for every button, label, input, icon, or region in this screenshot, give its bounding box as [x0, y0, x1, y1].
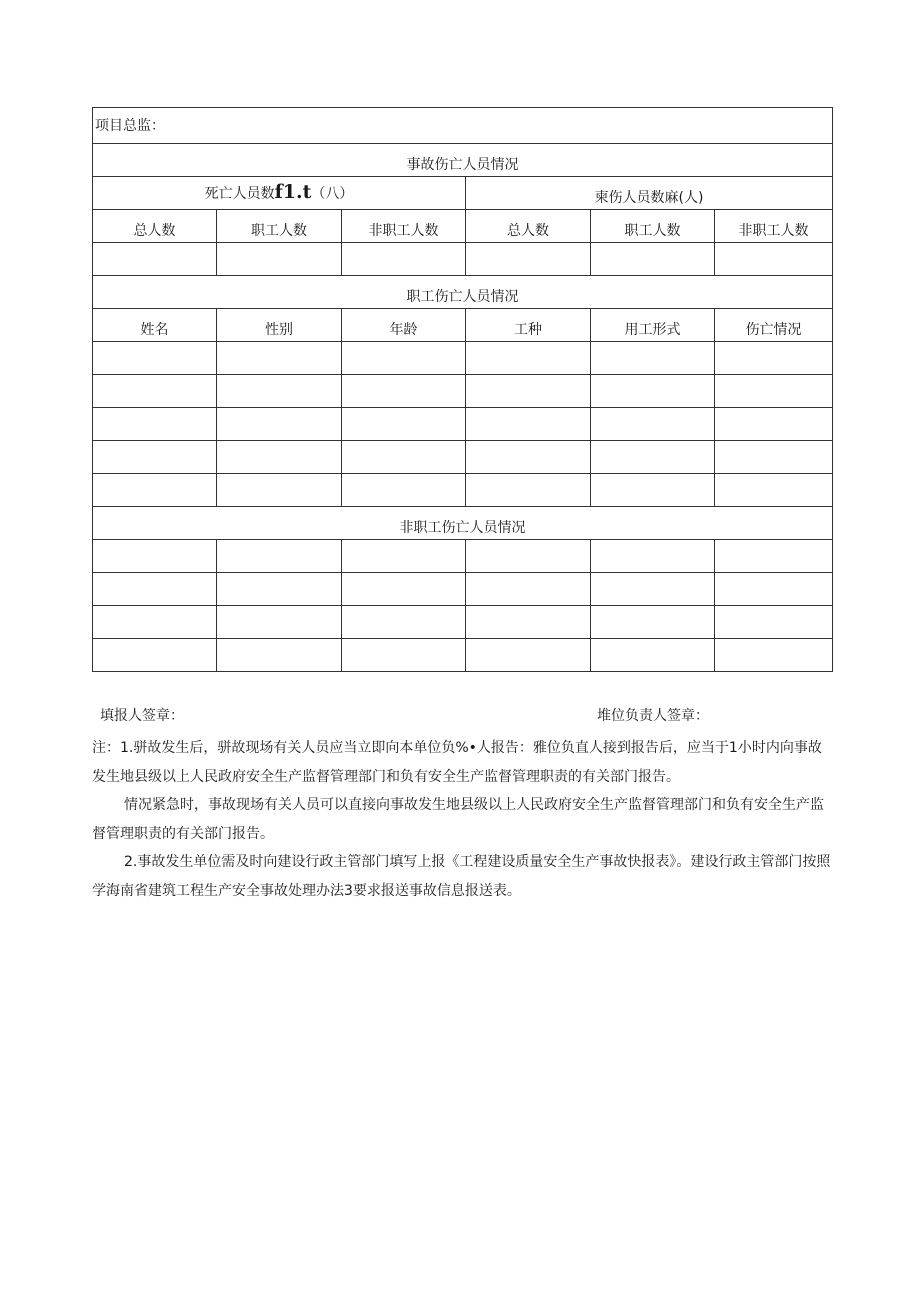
table-cell[interactable] [217, 408, 342, 441]
table-cell[interactable] [591, 639, 715, 672]
table-cell[interactable] [93, 441, 217, 474]
table-cell[interactable] [715, 408, 833, 441]
table-row [93, 408, 833, 441]
table-row [93, 441, 833, 474]
deaths-label-suffix: （八） [311, 186, 354, 202]
deaths-label-prefix: 死亡人员数 [204, 186, 275, 202]
table-cell[interactable] [466, 441, 591, 474]
table-cell[interactable] [93, 540, 217, 573]
count-input-cell[interactable] [715, 243, 833, 276]
table-row [93, 606, 833, 639]
deaths-count-label [93, 177, 466, 210]
accident-report-table [92, 107, 833, 672]
table-cell[interactable] [217, 540, 342, 573]
table-cell[interactable] [466, 639, 591, 672]
table-cell[interactable] [93, 408, 217, 441]
table-cell[interactable] [466, 375, 591, 408]
deaths-label-code: f1.t [274, 181, 312, 203]
count-header: 非职工人数 [715, 210, 833, 243]
table-row [93, 573, 833, 606]
employee-header: 姓名 [93, 309, 217, 342]
count-input-cell[interactable] [591, 243, 715, 276]
employee-header: 伤亡情况 [715, 309, 833, 342]
table-cell[interactable] [342, 441, 466, 474]
note-2: 2.事故发生单位需及时向建设行政主管部门填写上报《工程建设质量安全生产事故快报表》。建设行政主管部门按照学海南省建筑工程生产安全事故处理办法3要求报送事故信息报送表。 [92, 854, 831, 899]
injuries-count-label: 柬伤人员数麻(人) [466, 177, 833, 210]
table-cell[interactable] [715, 573, 833, 606]
table-cell[interactable] [715, 606, 833, 639]
unit-head-signature-label: 堆位负责人签章： [597, 708, 709, 724]
count-header: 职工人数 [217, 210, 342, 243]
employee-header: 年龄 [342, 309, 466, 342]
table-row [93, 474, 833, 507]
table-cell[interactable] [466, 540, 591, 573]
table-cell[interactable] [342, 639, 466, 672]
employee-header: 工种 [466, 309, 591, 342]
count-input-row [93, 243, 833, 276]
table-cell[interactable] [93, 375, 217, 408]
table-cell[interactable] [591, 342, 715, 375]
non-employee-casualties-section-title: 非职工伤亡人员情况 [93, 507, 833, 540]
table-cell[interactable] [342, 408, 466, 441]
table-cell[interactable] [591, 408, 715, 441]
table-row [93, 342, 833, 375]
table-cell[interactable] [217, 639, 342, 672]
table-cell[interactable] [217, 573, 342, 606]
note-1: 注：1.骈故发生后，骈故现场有关人员应当立即向本单位负%•人报告：雅位负直人接到报告后，应当于1小时内向事故发生地县级以上人民政府安全生产监督管理部门和负有安全生产监督管理职责的有关部门报告。 [92, 740, 822, 785]
table-cell[interactable] [342, 342, 466, 375]
table-cell[interactable] [591, 375, 715, 408]
table-cell[interactable] [591, 441, 715, 474]
table-row [93, 540, 833, 573]
filler-signature-label: 填报人签章： [100, 708, 184, 724]
table-row [93, 375, 833, 408]
table-cell[interactable] [591, 573, 715, 606]
table-cell[interactable] [466, 573, 591, 606]
table-cell[interactable] [217, 375, 342, 408]
table-cell[interactable] [342, 540, 466, 573]
table-cell[interactable] [466, 474, 591, 507]
table-cell[interactable] [93, 474, 217, 507]
count-header: 总人数 [466, 210, 591, 243]
count-header-row [93, 210, 833, 243]
project-director-label: 项目总监： [95, 117, 165, 134]
table-cell[interactable] [715, 639, 833, 672]
table-cell[interactable] [466, 408, 591, 441]
table-cell[interactable] [93, 573, 217, 606]
employee-casualties-section-title: 职工伤亡人员情况 [93, 276, 833, 309]
table-cell[interactable] [591, 540, 715, 573]
table-cell[interactable] [715, 540, 833, 573]
table-cell[interactable] [342, 606, 466, 639]
table-cell[interactable] [93, 342, 217, 375]
project-director-field[interactable] [93, 108, 833, 144]
table-cell[interactable] [217, 474, 342, 507]
table-cell[interactable] [591, 474, 715, 507]
count-header: 职工人数 [591, 210, 715, 243]
table-cell[interactable] [342, 375, 466, 408]
table-cell[interactable] [217, 441, 342, 474]
table-cell[interactable] [715, 441, 833, 474]
table-cell[interactable] [217, 342, 342, 375]
employee-header-row [93, 309, 833, 342]
notes-section [92, 734, 832, 905]
table-cell[interactable] [93, 639, 217, 672]
table-cell[interactable] [342, 573, 466, 606]
note-1-continuation: 情况紧急时，事故现场有关人员可以直接向事故发生地县级以上人民政府安全生产监督管理部门和负有安全生产监督管理职责的有关部门报告。 [92, 797, 824, 842]
count-input-cell[interactable] [342, 243, 466, 276]
table-cell[interactable] [715, 342, 833, 375]
table-cell[interactable] [93, 606, 217, 639]
table-cell[interactable] [715, 375, 833, 408]
casualties-section-title: 事故伤亡人员情况 [93, 144, 833, 177]
table-cell[interactable] [591, 606, 715, 639]
employee-header: 性别 [217, 309, 342, 342]
table-cell[interactable] [217, 606, 342, 639]
count-input-cell[interactable] [466, 243, 591, 276]
count-input-cell[interactable] [93, 243, 217, 276]
table-cell[interactable] [342, 474, 466, 507]
table-cell[interactable] [466, 606, 591, 639]
table-cell[interactable] [715, 474, 833, 507]
count-input-cell[interactable] [217, 243, 342, 276]
count-header: 总人数 [93, 210, 217, 243]
count-header: 非职工人数 [342, 210, 466, 243]
table-row [93, 639, 833, 672]
table-cell[interactable] [466, 342, 591, 375]
employee-header: 用工形式 [591, 309, 715, 342]
